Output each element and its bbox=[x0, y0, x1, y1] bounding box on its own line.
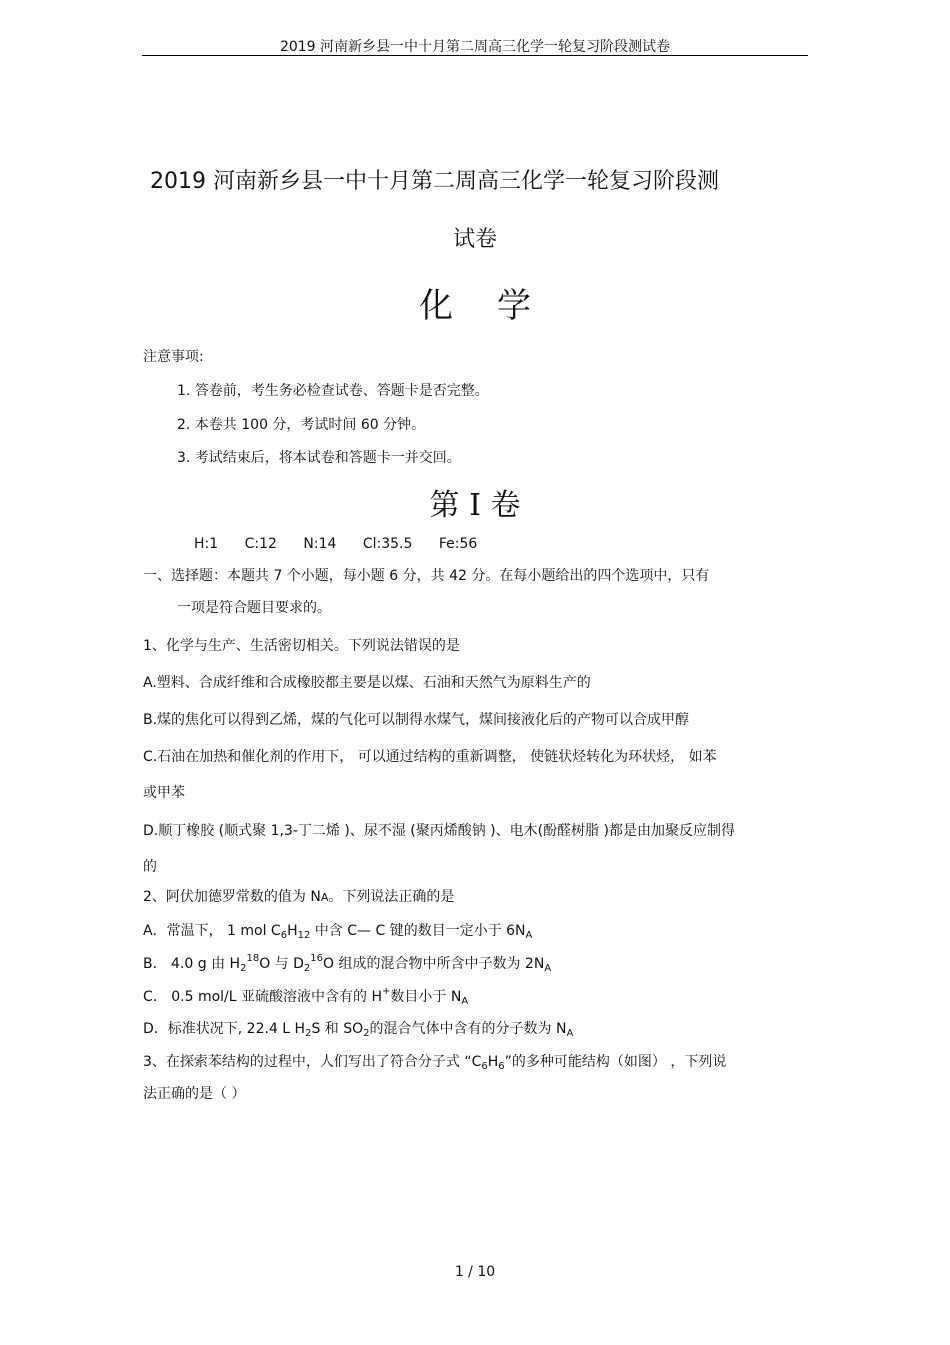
question-1-option-d-line1: D.顺丁橡胶 (顺式聚 1,3-丁二烯 )、尿不湿 (聚丙烯酸钠 )、电木(酚醛树脂 )都是由加聚反应制得 bbox=[143, 823, 736, 839]
question-1-stem: 1、化学与生产、生活密切相关。下列说法错误的是 bbox=[143, 638, 460, 654]
question-2-option-d: D．标准状况下, 22.4 L $H_2S$ 和 $SO_2$的混合气体中含有的分子数为 $N_A$ bbox=[143, 1021, 574, 1039]
subject-title: 化学 bbox=[419, 286, 575, 326]
exam-title-line1: 2019 河南新乡县一中十月第二周高三化学一轮复习阶段测 bbox=[150, 169, 719, 194]
atomic-mass-cl: Cl:35.5 bbox=[362, 536, 413, 552]
notes-heading: 注意事项: bbox=[143, 349, 204, 365]
atomic-mass-fe: Fe:56 bbox=[438, 536, 478, 552]
atomic-mass-c: C:12 bbox=[244, 536, 277, 552]
note-item-1: 1. 答卷前，考生务必检查试卷、答题卡是否完整。 bbox=[177, 383, 489, 399]
question-2-option-c: C． 0.5 mol/L 亚硫酸溶液中含有的 H+数目小于 $N_A$ bbox=[143, 986, 469, 1007]
question-3-stem-line2: 法正确的是（ ） bbox=[143, 1086, 246, 1102]
running-header: 2019 河南新乡县一中十月第二周高三化学一轮复习阶段测试卷 bbox=[279, 39, 671, 55]
question-1-option-c-line2: 或甲苯 bbox=[143, 785, 185, 801]
question-2-stem: 2、阿伏加德罗常数的值为 NA。下列说法正确的是 bbox=[143, 889, 455, 905]
section-instructions-line2: 一项是符合题目要求的。 bbox=[177, 600, 331, 616]
section-instructions-line1: 一、选择题：本题共 7 个小题，每小题 6 分，共 42 分。在每小题给出的四个选项中，只有 bbox=[143, 568, 710, 584]
volume-title: 第 I 卷 bbox=[429, 488, 521, 523]
question-2-option-a: A．常温下， 1 mol $C_6H_{12}$ 中含 C— C 键的数目一定小于 $6N_A$ bbox=[143, 923, 533, 941]
atomic-mass-n: N:14 bbox=[303, 536, 337, 552]
atomic-mass-h: H:1 bbox=[194, 536, 219, 552]
note-item-2: 2. 本卷共 100 分，考试时间 60 分钟。 bbox=[177, 417, 426, 433]
atomic-masses bbox=[194, 536, 499, 552]
page-number: 1 / 10 bbox=[454, 1264, 496, 1280]
exam-title-line2: 试卷 bbox=[452, 227, 497, 252]
question-1-option-a: A.塑料、合成纤维和合成橡胶都主要是以煤、石油和天然气为原料生产的 bbox=[143, 675, 591, 691]
question-1-option-d-line2: 的 bbox=[143, 859, 157, 875]
header-rule bbox=[142, 55, 808, 56]
question-3-stem-line1: 3、在探索苯结构的过程中，人们写出了符合分子式 “$C_6H_6$”的多种可能结构（如图） ，下列说 bbox=[143, 1054, 727, 1072]
question-1-option-b: B.煤的焦化可以得到乙烯，煤的气化可以制得水煤气，煤间接液化后的产物可以合成甲醇 bbox=[143, 712, 690, 728]
question-1-option-c-line1: C.石油在加热和催化剂的作用下， 可以通过结构的重新调整， 使链状烃转化为环状烃， 如苯 bbox=[143, 749, 717, 765]
question-2-option-b: B． 4.0 g 由 $H_2^{18}O$ 与 $D_2^{16}O$ 组成的混合物中所含中子数为 $2N_A$ bbox=[143, 953, 552, 974]
note-item-3: 3. 考试结束后，将本试卷和答题卡一并交回。 bbox=[177, 450, 461, 466]
